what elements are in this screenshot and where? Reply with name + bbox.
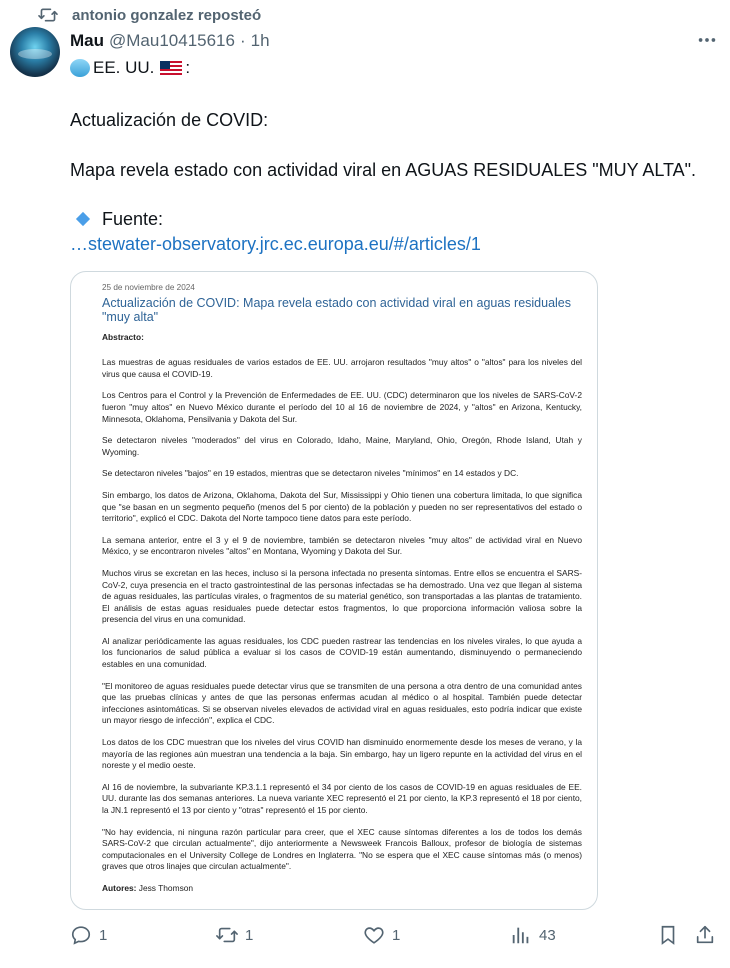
source-link[interactable]: …stewater-observatory.jrc.ec.europa.eu/#/articles/1 (70, 234, 481, 254)
attached-image[interactable] (70, 271, 598, 910)
tweet-header (70, 31, 270, 51)
share-icon (694, 924, 716, 946)
bookmark-icon (657, 924, 679, 946)
source-label: Fuente: (102, 209, 164, 229)
repost-text[interactable]: antonio gonzalez reposteó (72, 6, 262, 24)
share-button[interactable] (694, 924, 716, 946)
authors-value: Jess Thomson (138, 882, 194, 893)
us-flag-icon (160, 61, 182, 76)
water-emoji-icon (70, 59, 90, 77)
paragraph: Al 16 de noviembre, la subvariante KP.3.1.1 representó el 34 por ciento de los casos de COVID-19 en aguas residuales de EE. UU. durante las dos semanas anteriores. La nueva variante XEC representó el 21 por ciento, la KP.3 representó el 18 por ciento, la JN.1 representó el 13 por ciento y "otras" representó el 15 por ciento. (102, 781, 582, 815)
repost-count: 1 (245, 926, 254, 944)
authors-label: Autores: (102, 882, 137, 893)
repost-icon (38, 6, 58, 24)
reply-button[interactable] (70, 924, 107, 946)
article-title: Actualización de COVID: Mapa revela estado con actividad viral en aguas residuales "muy alta" (102, 295, 572, 324)
analytics-icon (510, 924, 532, 946)
abstract-label: Abstracto: (102, 331, 144, 342)
reply-count: 1 (99, 926, 108, 944)
bookmark-button[interactable] (657, 924, 679, 946)
diamond-icon (76, 212, 90, 226)
avatar[interactable] (10, 27, 60, 77)
paragraph: Se detectaron niveles "bajos" en 19 estados, mientras que se detectaron niveles "mínimos" en 14 estados y DC. (102, 468, 519, 479)
source-line (70, 209, 163, 230)
author-name[interactable]: Mau (70, 31, 104, 50)
like-button[interactable] (363, 924, 400, 946)
action-bar (0, 924, 730, 954)
timestamp[interactable]: 1h (250, 31, 270, 50)
repost-button[interactable] (216, 924, 253, 946)
colon: : (185, 58, 191, 77)
paragraph: "No hay evidencia, ni ninguna razón particular para creer, que el XEC cause síntomas diferentes a los de todos los demás SARS-CoV-2 que circulan actualmente", dijo anteriormente a Newsweek Francois Balloux, profesor de biología de sistemas computacionales en el University College de Londres en Inglaterra. "No se espera que el XEC cause síntomas más (o menos) graves que otros linajes que circulan actualmente". (102, 826, 582, 872)
authors-line (102, 883, 582, 895)
repost-icon (216, 924, 238, 946)
author-handle[interactable]: @Mau10415616 (109, 31, 235, 50)
paragraph: Al analizar periódicamente las aguas residuales, los CDC pueden rastrear las tendencias en los niveles virales, lo que ayuda a los funcionarios de salud pública a evaluar si los casos de COVID-19 están aumentando, disminuyendo o permaneciendo estables en una comunidad. (102, 635, 582, 670)
paragraph: Los Centros para el Control y la Prevención de Enfermedades de EE. UU. (CDC) determinaron que los niveles de SARS-CoV-2 fueron "muy altos" en Nuevo México durante el período del 10 al 16 de noviembre de 2024, y "altos" en Arizona, Kentucky, Minnesota, Oklahoma, Pensilvania y Dakota del Sur. (102, 390, 582, 424)
reply-icon (70, 924, 92, 946)
paragraph: Sin embargo, los datos de Arizona, Oklahoma, Dakota del Sur, Mississippi y Ohio tienen una cobertura limitada, lo que significa que "se basan en un segmento pequeño (menos del 5 por ciento) de la población y pueden no ser representativos del estado o territorio", explicó el CDC. Dakota del Norte tampoco tiene datos para este período. (102, 489, 582, 524)
paragraph: Se detectaron niveles "moderados" del virus en Colorado, Idaho, Maine, Maryland, Ohio, Oregón, Rhode Island, Utah y Wyoming. (102, 435, 582, 457)
article-document (102, 282, 582, 895)
update-title: Actualización de COVID: (70, 110, 269, 130)
paragraph: Las muestras de aguas residuales de varios estados de EE. UU. arrojaron resultados "muy altos" o "altos" para los niveles del virus que causa el COVID-19. (102, 357, 582, 379)
paragraph: Muchos virus se excretan en las heces, incluso si la persona infectada no presenta síntomas. Entre ellos se encuentra el SARS-CoV-2, cuya presencia en el tracto gastrointestinal de las personas infectadas se ha demostrado. Una vez que llegan al sistema de aguas residuales, las partículas virales, o fragmentos de su material genético, son transportadas a las plantas de tratamiento. El análisis de estas aguas residuales puede detectar estos fragmentos, lo que proporciona información valiosa sobre la presencia del virus en una comunidad. (102, 567, 582, 625)
country-line (70, 58, 190, 78)
heart-icon (363, 924, 385, 946)
tweet-body: Mapa revela estado con actividad viral en AGUAS RESIDUALES "MUY ALTA". (70, 160, 697, 180)
separator: · (239, 31, 246, 50)
country-text: EE. UU. (93, 58, 155, 77)
paragraph: "El monitoreo de aguas residuales puede detectar virus que se transmiten de una persona a otra dentro de una comunidad antes que las pruebas clínicas y antes de que las personas enfermas acudan al médico o al hospital. También puede detectar infecciones asintomáticas. Si se observan niveles elevados de actividad viral en aguas residuales, esto podría indicar que existe un mayor riesgo de infección", explica el CDC. (102, 680, 582, 726)
views-count: 43 (539, 926, 556, 944)
paragraph: Los datos de los CDC muestran que los niveles del virus COVID han disminuido enormemente desde los meses de verano, y la mayoría de las regiones aún muestran una tendencia a la baja. Sin embargo, hay un ligero repunte en la actividad del virus en el noreste y el medio oeste. (102, 737, 582, 771)
views-button[interactable] (510, 924, 556, 946)
paragraph: La semana anterior, entre el 3 y el 9 de noviembre, también se detectaron niveles "muy altos" de actividad viral en Nuevo México, y se encontraron niveles "altos" en Montana, Wyoming y Dakota del Sur. (102, 534, 582, 557)
article-date: 25 de noviembre de 2024 (102, 283, 195, 292)
repost-indicator[interactable] (38, 6, 261, 24)
like-count: 1 (392, 926, 401, 944)
more-icon[interactable] (695, 30, 719, 50)
